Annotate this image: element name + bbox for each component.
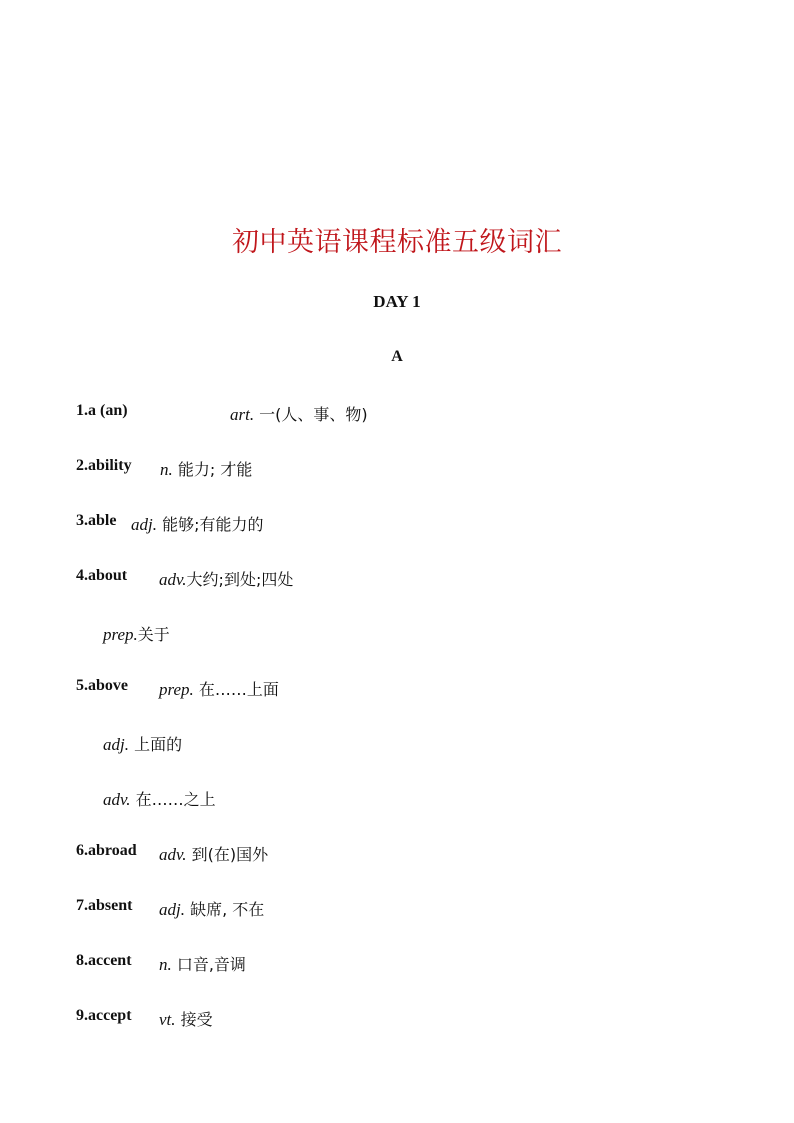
vocab-entry [0,457,794,481]
letter-heading: A [391,348,403,365]
entry-definition [159,677,279,700]
part-of-speech: adj. [103,735,129,754]
vocab-entry-continuation [0,732,794,756]
day-heading: DAY 1 [373,292,421,311]
entry-definition [159,1007,213,1030]
entry-definition [160,457,252,480]
entry-definition [103,787,216,810]
entry-definition [159,567,293,590]
entry-meaning: 关于 [137,625,170,644]
entry-meaning: 口音,音调 [171,955,246,974]
entry-word: 3.able [76,512,117,529]
part-of-speech: adj. [159,900,185,919]
part-of-speech: adv. [159,845,187,864]
entry-meaning: 在……之上 [130,790,216,809]
vocab-entry [0,952,794,976]
entry-definition [103,732,182,755]
entry-meaning: 能够;有能力的 [156,515,264,534]
entry-definition [159,842,268,865]
part-of-speech: adj. [131,515,157,534]
part-of-speech: adv. [159,570,187,589]
entry-word: 6.abroad [76,842,137,859]
entry-meaning: 在……上面 [193,680,279,699]
vocab-entry [0,402,794,426]
entry-word: 8.accent [76,952,132,969]
part-of-speech: n. [160,460,173,479]
vocab-entry [0,677,794,701]
vocab-entry [0,897,794,921]
entry-meaning: 大约;到处;四处 [186,570,294,589]
part-of-speech: n. [159,955,172,974]
vocab-entry [0,567,794,591]
entry-meaning: 上面的 [128,735,183,754]
vocab-entry [0,842,794,866]
vocab-entry [0,512,794,536]
part-of-speech: vt. [159,1010,176,1029]
entry-meaning: 缺席, 不在 [184,900,265,919]
entry-meaning: 到(在)国外 [186,845,269,864]
entry-word: 5.above [76,677,128,694]
part-of-speech: adv. [103,790,131,809]
part-of-speech: prep. [159,680,194,699]
entry-definition [159,897,264,920]
entry-word: 7.absent [76,897,133,914]
part-of-speech: art. [230,405,255,424]
entry-meaning: 能力; 才能 [172,460,253,479]
entry-meaning: 一(人、事、物) [254,405,368,424]
vocab-entry [0,1007,794,1031]
entry-definition [230,402,368,425]
vocab-entry-continuation [0,787,794,811]
vocab-entry-continuation [0,622,794,646]
entry-definition [159,952,246,975]
part-of-speech: prep. [103,625,138,644]
document-title: 初中英语课程标准五级词汇 [232,227,562,258]
entry-definition [131,512,263,535]
entry-word: 2.ability [76,457,132,474]
entry-word: 1.a (an) [76,402,128,419]
entry-definition [103,622,170,645]
entry-word: 9.accept [76,1007,132,1024]
entry-meaning: 接受 [175,1010,213,1029]
entry-word: 4.about [76,567,128,584]
